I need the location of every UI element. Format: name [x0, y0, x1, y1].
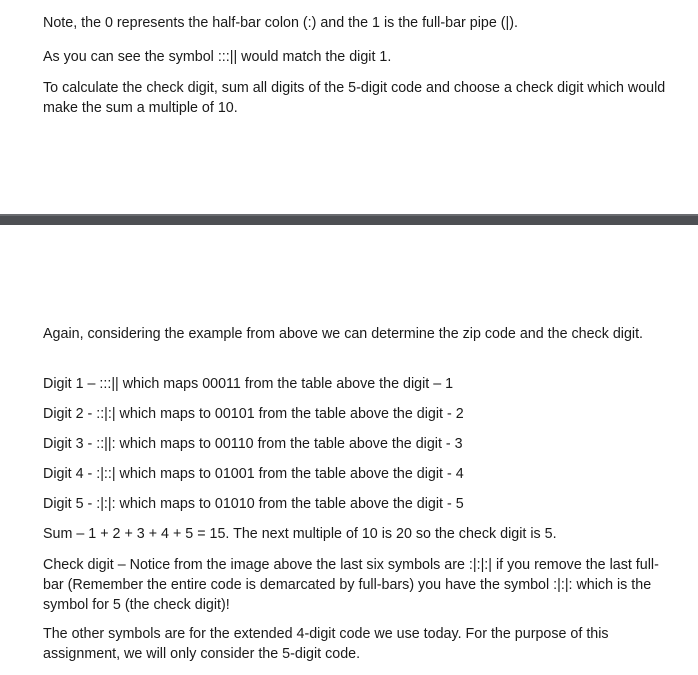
digit-2-line: Digit 2 - ::|:| which maps to 00101 from the table above the digit - 2	[43, 406, 464, 422]
sum-line: Sum – 1 + 2 + 3 + 4 + 5 = 15. The next multiple of 10 is 20 so the check digit is 5.	[43, 526, 557, 542]
check-digit-intro-paragraph: To calculate the check digit, sum all digits of the 5-digit code and choose a check digit which would make the sum a multiple of 10.	[43, 80, 666, 116]
note-paragraph: Note, the 0 represents the half-bar colon (:) and the 1 is the full-bar pipe (|).	[43, 15, 518, 31]
symbol-match-paragraph: As you can see the symbol :::|| would match the digit 1.	[43, 49, 392, 65]
again-paragraph: Again, considering the example from above we can determine the zip code and the check digit.	[43, 326, 644, 342]
page-separator	[0, 214, 698, 225]
document-page-top	[0, 0, 698, 214]
check-digit-paragraph: Check digit – Notice from the image above the last six symbols are :|:|:| if you remove the last full-bar (Remember the entire code is demarcated by full-bars) you have the symbol :|:|: which is the symbol for 5 (the check digit)!	[43, 557, 659, 613]
digit-5-line: Digit 5 - :|:|: which maps to 01010 from the table above the digit - 5	[43, 496, 464, 512]
digit-3-line: Digit 3 - ::||: which maps to 00110 from the table above the digit - 3	[43, 436, 463, 452]
digit-1-line: Digit 1 – :::|| which maps 00011 from the table above the digit – 1	[43, 376, 454, 392]
document-page-bottom	[0, 225, 698, 675]
digit-4-line: Digit 4 - :|::| which maps to 01001 from the table above the digit - 4	[43, 466, 464, 482]
other-symbols-paragraph: The other symbols are for the extended 4-digit code we use today. For the purpose of this assignment, we will only consider the 5-digit code.	[43, 626, 609, 662]
